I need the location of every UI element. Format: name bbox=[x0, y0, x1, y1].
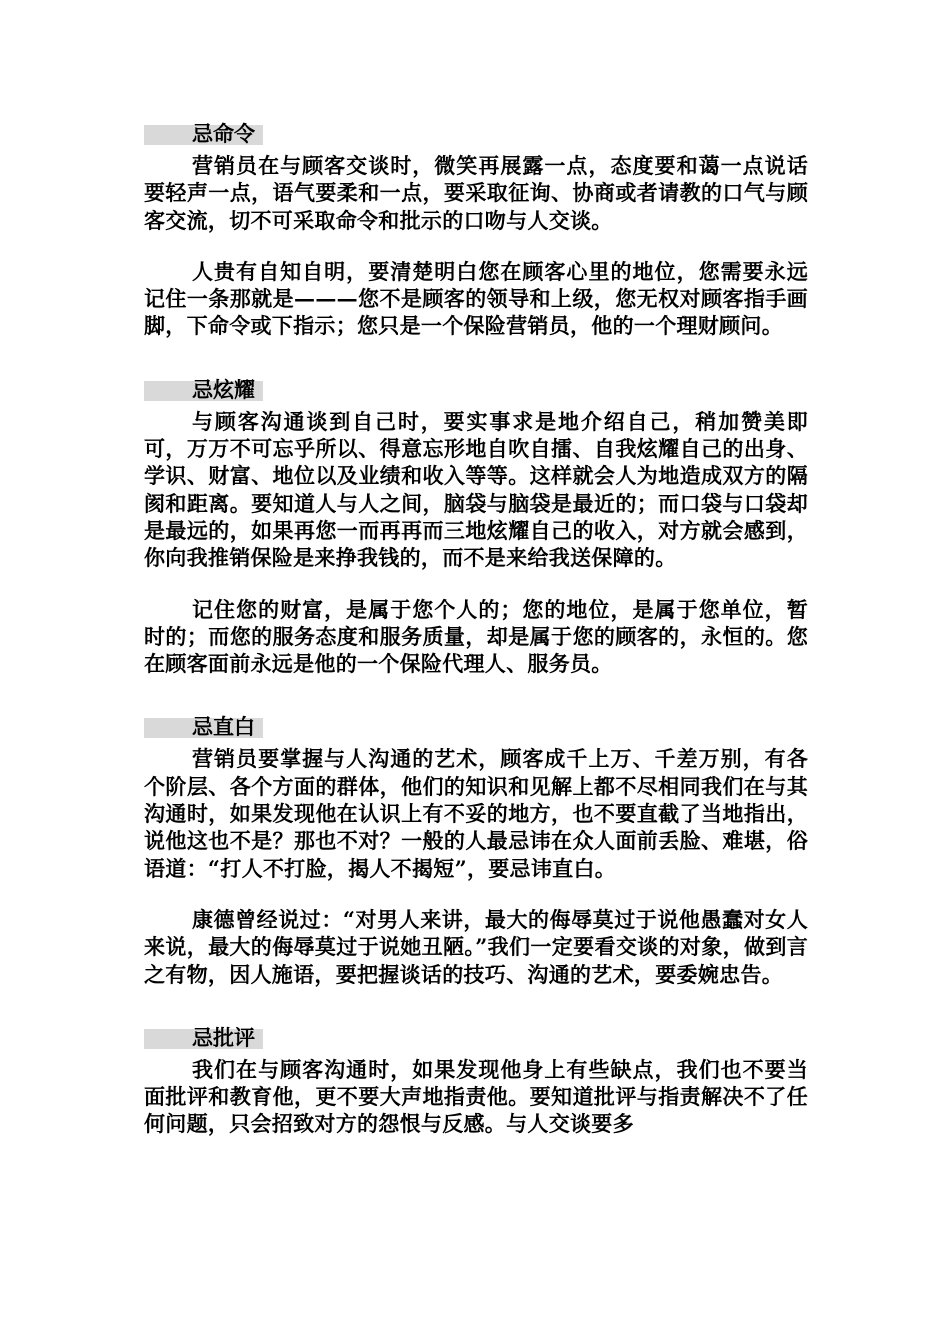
section-title: 忌命令 bbox=[192, 121, 255, 146]
paragraph: 康德曾经说过：“对男人来讲，最大的侮辱莫过于说他愚蠢对女人来说，最大的侮辱莫过于说她丑陋。”我们一定要看交谈的对象，做到言之有物，因人施语，要把握谈话的技巧、沟通的艺术，要委婉忠告。 bbox=[144, 906, 808, 987]
paragraph: 我们在与顾客沟通时，如果发现他身上有些缺点，我们也不要当面批评和教育他，更不要大声地指责他。要知道批评与指责解决不了任何问题，只会招致对方的怨恨与反感。与人交谈要多 bbox=[144, 1056, 808, 1137]
section-criticize bbox=[144, 1012, 808, 1138]
paragraph: 营销员要掌握与人沟通的艺术，顾客成千上万、千差万别，有各个阶层、各个方面的群体，他们的知识和见解上都不尽相同我们在与其沟通时，如果发现他在认识上有不妥的地方，也不要直截了当地指出，说他这也不是？那也不对？一般的人最忌讳在众人面前丢脸、难堪，俗语道：“打人不打脸，揭人不揭短”，要忌讳直白。 bbox=[144, 746, 808, 881]
section-boast bbox=[144, 364, 808, 678]
section-blunt bbox=[144, 701, 808, 987]
paragraph: 营销员在与顾客交谈时，微笑再展露一点，态度要和蔼一点说话要轻声一点，语气要柔和一点，要采取征询、协商或者请教的口气与顾客交流，切不可采取命令和批示的口吻与人交谈。 bbox=[144, 153, 808, 233]
section-title: 忌直白 bbox=[192, 714, 255, 740]
paragraph: 与顾客沟通谈到自己时，要实事求是地介绍自己，稍加赞美即可，万万不可忘乎所以、得意忘形地自吹自擂、自我炫耀自己的出身、学识、财富、地位以及业绩和收入等等。这样就会人为地造成双方的隔阂和距离。要知道人与人之间，脑袋与脑袋是最近的；而口袋与口袋却是最远的，如果再您一而再再而三地炫耀自己的收入，对方就会感到，你向我推销保险是来挣我钱的，而不是来给我送保障的。 bbox=[144, 408, 808, 571]
section-heading bbox=[144, 701, 808, 740]
section-heading bbox=[144, 364, 808, 402]
paragraph: 记住您的财富，是属于您个人的；您的地位，是属于您单位，暂时的；而您的服务态度和服务质量，却是属于您的顾客的，永恒的。您在顾客面前永远是他的一个保险代理人、服务员。 bbox=[144, 596, 808, 677]
section-heading bbox=[144, 1012, 808, 1050]
section-title: 忌批评 bbox=[192, 1024, 255, 1050]
paragraph: 人贵有自知自明，要清楚明白您在顾客心里的地位，您需要永远记住一条那就是———您不是顾客的领导和上级，您无权对顾客指手画脚，下命令或下指示；您只是一个保险营销员，他的一个理财顾问。 bbox=[144, 258, 808, 339]
section-title: 忌炫耀 bbox=[192, 376, 255, 402]
document-page bbox=[144, 108, 808, 1162]
section-command bbox=[144, 108, 808, 340]
section-heading bbox=[144, 108, 808, 146]
